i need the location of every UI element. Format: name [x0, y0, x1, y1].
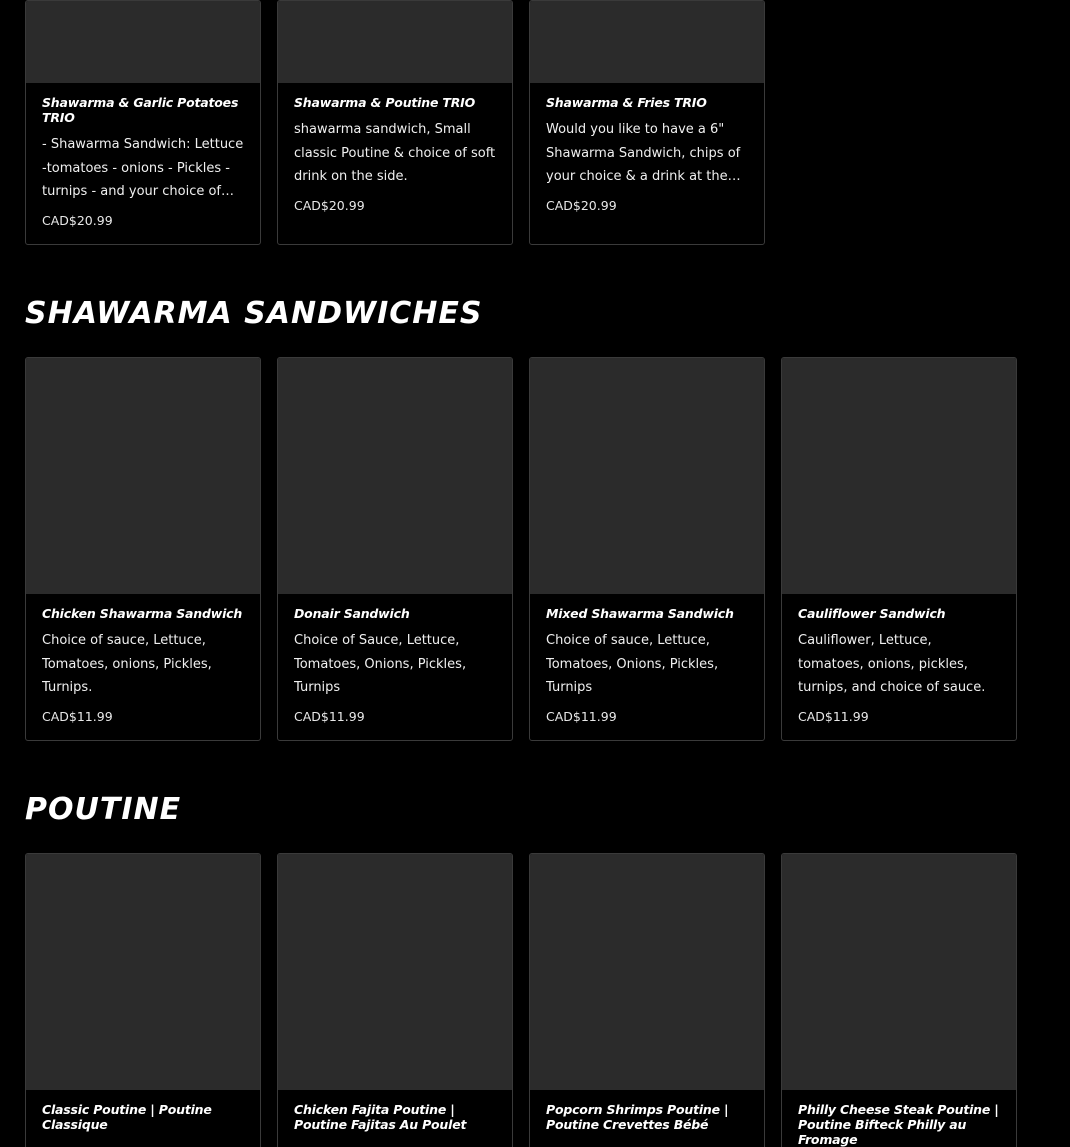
poutine-grid: [25, 853, 1017, 1147]
item-title: Shawarma & Garlic Potatoes TRIO: [42, 95, 239, 125]
item-title: Shawarma & Fries TRIO: [546, 95, 707, 110]
item-price: CAD$11.99: [798, 708, 869, 724]
item-image: [26, 1, 260, 83]
item-image: [782, 854, 1016, 1090]
item-image: [278, 854, 512, 1090]
item-title: Chicken Shawarma Sandwich: [42, 606, 243, 621]
item-title: Cauliflower Sandwich: [798, 606, 946, 621]
item-title: Chicken Fajita Poutine | Poutine Fajitas Au Poulet: [294, 1102, 467, 1132]
menu-item-card[interactable]: [25, 0, 261, 245]
menu-item-card[interactable]: [781, 357, 1017, 741]
item-title: Philly Cheese Steak Poutine | Poutine Bifteck Philly au Fromage: [798, 1102, 999, 1147]
item-price: CAD$20.99: [294, 197, 365, 213]
item-image: [278, 358, 512, 594]
menu-item-card[interactable]: [529, 357, 765, 741]
trio-grid: [25, 0, 765, 245]
menu-item-card[interactable]: [25, 357, 261, 741]
shawarma-sandwiches-grid: [25, 357, 1017, 741]
section-title-poutine: POUTINE: [25, 792, 182, 827]
item-title: Classic Poutine | Poutine Classique: [42, 1102, 212, 1132]
item-price: CAD$11.99: [42, 708, 113, 724]
menu-item-card[interactable]: [529, 0, 765, 245]
menu-item-card[interactable]: [781, 853, 1017, 1147]
menu-item-card[interactable]: [25, 853, 261, 1147]
item-image: [26, 358, 260, 594]
item-description: Would you like to have a 6" Shawarma Sandwich, chips of your choice & a drink at the: [546, 122, 741, 184]
item-description: shawarma sandwich, Small classic Poutine & choice of soft drink on the side.: [294, 122, 496, 184]
item-description: Choice of sauce, Lettuce, Tomatoes, onions, Pickles, Turnips.: [42, 633, 212, 695]
item-image: [278, 1, 512, 83]
item-description: Choice of sauce, Lettuce, Tomatoes, Onions, Pickles, Turnips: [546, 633, 719, 695]
item-description: - Shawarma Sandwich: Lettuce -tomatoes - onions - Pickles - turnips - and your choice of: [42, 137, 244, 199]
item-price: CAD$11.99: [294, 708, 365, 724]
item-description: Choice of Sauce, Lettuce, Tomatoes, Onions, Pickles, Turnips: [294, 633, 467, 695]
item-image: [530, 854, 764, 1090]
item-price: CAD$11.99: [546, 708, 617, 724]
item-image: [530, 1, 764, 83]
item-price: CAD$20.99: [546, 197, 617, 213]
item-image: [26, 854, 260, 1090]
menu-item-card[interactable]: [277, 0, 513, 245]
item-image: [530, 358, 764, 594]
item-description: Cauliflower, Lettuce, tomatoes, onions, pickles, turnips, and choice of sauce.: [798, 633, 986, 695]
item-image: [782, 358, 1016, 594]
item-title: Popcorn Shrimps Poutine | Poutine Crevettes Bébé: [546, 1102, 729, 1132]
item-title: Mixed Shawarma Sandwich: [546, 606, 734, 621]
menu-item-card[interactable]: [529, 853, 765, 1147]
section-title-shawarma-sandwiches: SHAWARMA SANDWICHES: [25, 296, 483, 331]
item-title: Donair Sandwich: [294, 606, 410, 621]
item-price: CAD$20.99: [42, 212, 113, 228]
menu-item-card[interactable]: [277, 357, 513, 741]
item-title: Shawarma & Poutine TRIO: [294, 95, 476, 110]
menu-item-card[interactable]: [277, 853, 513, 1147]
